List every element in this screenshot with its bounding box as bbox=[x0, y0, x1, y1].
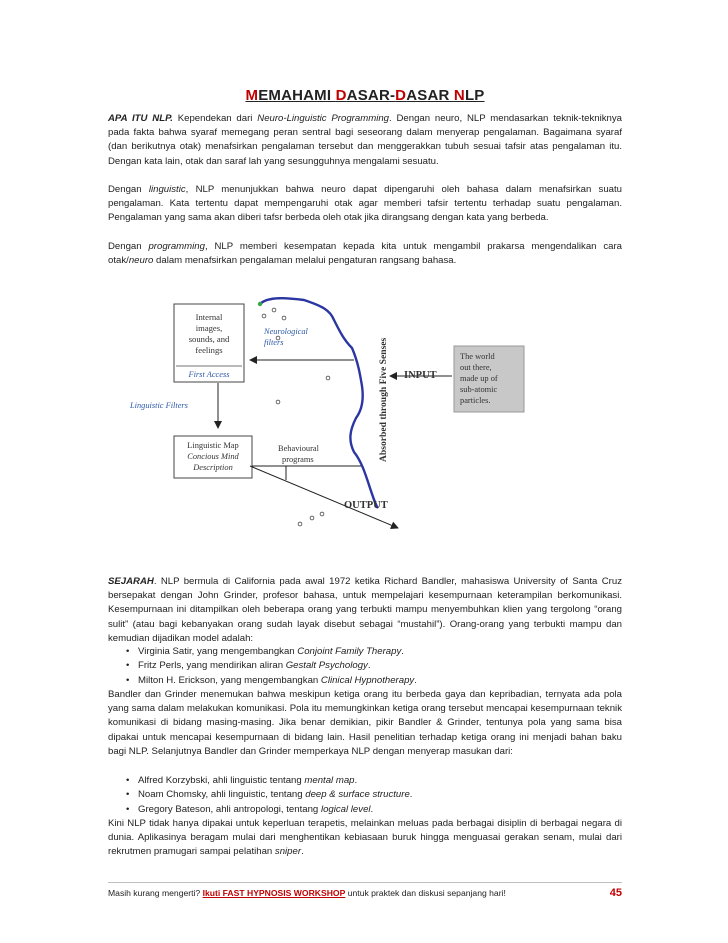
list-item: • Fritz Perls, yang mendirikan aliran Gestalt Psychology. bbox=[126, 659, 616, 673]
svg-text:out there,: out there, bbox=[460, 363, 492, 372]
svg-text:programs: programs bbox=[282, 455, 314, 464]
svg-text:images,: images, bbox=[195, 323, 223, 333]
paragraph-programming: Dengan programming, NLP memberi kesempatan kepada kita untuk mengambil prakarsa mengendalikan cara otak/neuro dalam menafsirkan pengalaman melalui pengaturan rangsang bahasa. bbox=[108, 241, 622, 267]
svg-text:Internal: Internal bbox=[195, 312, 223, 322]
bullet-list-inputs bbox=[126, 774, 616, 817]
list-item: • Milton H. Erickson, yang mengembangkan Clinical Hypnotherapy. bbox=[126, 674, 616, 688]
svg-text:INPUT: INPUT bbox=[404, 370, 437, 381]
svg-text:Absorbed through Five Senses: Absorbed through Five Senses bbox=[378, 337, 389, 462]
list-item: • Alfred Korzybski, ahli linguistic tentang mental map. bbox=[126, 774, 616, 788]
svg-text:Behavioural: Behavioural bbox=[278, 444, 319, 453]
page-title bbox=[108, 87, 622, 104]
svg-text:Linguistic Map: Linguistic Map bbox=[187, 441, 239, 450]
nlp-communication-diagram bbox=[108, 290, 622, 540]
footer-divider bbox=[108, 882, 622, 883]
page-footer: Masih kurang mengerti? Ikuti FAST HYPNOSIS WORKSHOP untuk praktek dan diskusi sepanjang hari! 45 bbox=[108, 887, 622, 899]
workshop-link[interactable]: Ikuti FAST HYPNOSIS WORKSHOP bbox=[202, 888, 346, 898]
svg-text:feelings: feelings bbox=[195, 345, 223, 355]
title-word-nlp: NLP bbox=[453, 87, 485, 104]
list-item: • Virginia Satir, yang mengembangkan Conjoint Family Therapy. bbox=[126, 645, 616, 659]
svg-text:made up of: made up of bbox=[460, 374, 498, 383]
svg-text:Linguistic Filters: Linguistic Filters bbox=[130, 401, 188, 410]
svg-text:filters: filters bbox=[264, 338, 284, 347]
svg-text:Neurological: Neurological bbox=[264, 327, 308, 336]
title-word-dasar1: DASAR- bbox=[335, 87, 396, 104]
paragraph-bandler-grinder: Bandler dan Grinder menemukan bahwa meskipun ketiga orang itu berbeda gaya dan kepribadian, ternyata ada pola yang sama dalam melakukan komunikasi. Pola itu memungkinkan ketiga orang tersebut mencapai kesempurnaan teknik komunikasi di bidang masing-masing. Jika benar demikian, pikir Bandler & Grinder, tentunya pola yang sama bisa dipakai untuk mencapai kesempurnaan di bidang lain. Hasil penelitian terhadap ketiga orang ini menjadi bahan baku bagi NLP. Selanjutnya Bandler dan Grinder memperkaya NLP dengan menyerap masukan dari: bbox=[108, 689, 622, 757]
svg-text:OUTPUT: OUTPUT bbox=[344, 500, 388, 511]
list-item: • Noam Chomsky, ahli linguistic, tentang deep & surface structure. bbox=[126, 788, 616, 802]
paragraph-kini-nlp: Kini NLP tidak hanya dipakai untuk keperluan terapetis, melainkan meluas pada berbagai disiplin di berbagai negara di dunia. Aplikasinya beragam mulai dari menghentikan kebiasaan buruk hingga menguasai gerakan senam, mulai dari rekrutmen pramugari sampai pelatihan sniper. bbox=[108, 818, 622, 858]
svg-text:sounds, and: sounds, and bbox=[188, 334, 230, 344]
paragraph-sejarah: SEJARAH. NLP bermula di California pada awal 1972 ketika Richard Bandler, mahasiswa University of Santa Cruz bersepakat dengan John Grinder, profesor bahasa, untuk mempelajari kesempurnaan keterampilan berkomunikasi. Kesempurnaan ini ditampilkan oleh beberapa orang yang terbukti mampu menyembuhkan klien yang tergolong “orang sulit” (atau bagi kebanyakan orang sudah layak disebut sebagai “mustahil”). Orang-orang yang terbukti mampu dan kemudian dijadikan model adalah: bbox=[108, 576, 622, 644]
paragraph-linguistic: Dengan linguistic, NLP menunjukkan bahwa neuro dapat dipengaruhi oleh bahasa dalam menafsirkan suatu pengalaman. Kata tertentu dapat mempengaruhi otak agar memberi tafsir tertentu terhadap suatu pengalaman. Pengalaman yang sama akan diberi tafsr berbeda oleh otak jika dirangsang dengan kata yang berbeda. bbox=[108, 184, 622, 224]
svg-text:Description: Description bbox=[193, 463, 233, 472]
svg-text:sub-atomic: sub-atomic bbox=[460, 385, 498, 394]
svg-text:particles.: particles. bbox=[460, 396, 491, 405]
title-word-dasar2: DASAR bbox=[395, 87, 454, 104]
svg-text:Concious Mind: Concious Mind bbox=[187, 452, 239, 461]
svg-text:The world: The world bbox=[460, 352, 495, 361]
page-number: 45 bbox=[609, 887, 622, 899]
title-word-memahami: MEMAHAMI bbox=[245, 87, 336, 104]
list-item: • Gregory Bateson, ahli antropologi, tentang logical level. bbox=[126, 803, 616, 817]
paragraph-apa-itu-nlp: APA ITU NLP. Kependekan dari Neuro-Linguistic Programming. Dengan neuro, NLP mendasarkan teknik-tekniknya pada fakta bahwa syaraf memegang peran sentral bagi seseorang dalam menyerap pengalaman. Bagaimana syaraf (dan berikutnya otak) menafsirkan pengalaman tersebut dan menggerakkan tubuh sesuai tafsir atas pengalaman itu. Dengan kata lain, otak dan saraf lah yang sesungguhnya mengalami sesuatu. bbox=[108, 113, 622, 167]
bullet-list-models bbox=[126, 645, 616, 688]
svg-text:First Access: First Access bbox=[188, 370, 230, 379]
